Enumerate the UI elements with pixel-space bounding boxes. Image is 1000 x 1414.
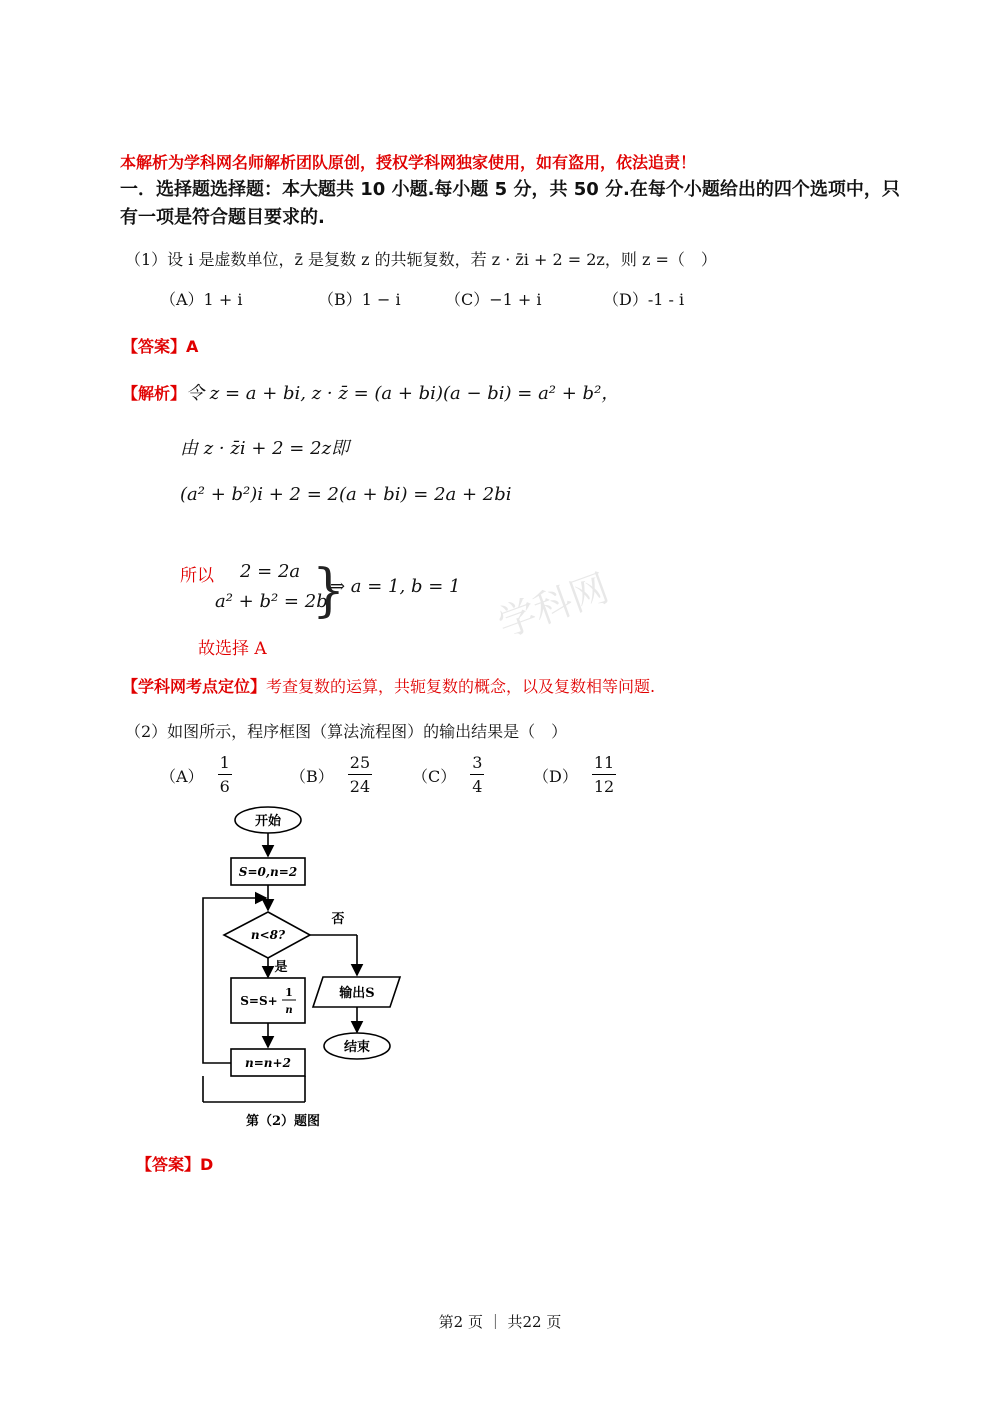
question-1-stem: （1）设 i 是虚数单位，z̄ 是复数 z 的共轭复数，若 z · z̄i + 2 = 2z，则 z =（ ） [125, 250, 717, 269]
init-label: S=0,n=2 [238, 865, 298, 879]
watermark: 学科网 [492, 565, 615, 646]
fraction-denominator: 24 [349, 777, 371, 796]
q1-analysis-line1 [122, 379, 619, 405]
q1-option-c: （C）−1 + i [445, 290, 542, 309]
start-label: 开始 [254, 814, 282, 829]
q2-option-d-fraction [592, 752, 616, 799]
page-footer: 第2 页 ｜ 共22 页 [438, 1313, 562, 1331]
q1-analysis-line2: 由 z · z̄i + 2 = 2z即 [180, 438, 350, 459]
knowledge-point-text: 考查复数的运算，共轭复数的概念，以及复数相等问题. [266, 677, 656, 696]
fraction-denominator: 12 [593, 777, 615, 796]
q2-option-a [160, 752, 232, 799]
answer-value: D [200, 1155, 214, 1174]
fraction-numerator: 25 [348, 752, 372, 775]
q2-option-b [290, 752, 372, 799]
q1-system-eq1: 2 = 2a [240, 561, 301, 582]
q2-answer [136, 1152, 213, 1175]
fraction-numerator: 1 [218, 752, 232, 775]
q2-option-c-label: （C） [412, 767, 457, 786]
q2-option-d [533, 752, 616, 799]
q1-option-a: （A）1 + i [160, 290, 243, 309]
condition-label: n<8? [250, 928, 286, 942]
q2-option-a-label: （A） [160, 767, 204, 786]
q2-option-d-label: （D） [533, 767, 578, 786]
q1-system-eq2: a² + b² = 2b [215, 591, 328, 612]
q2-option-a-fraction [218, 752, 232, 799]
q1-analysis-line3: (a² + b²)i + 2 = 2(a + bi) = 2a + 2bi [180, 484, 512, 505]
flowchart [195, 805, 425, 1135]
update-prefix: S=S+ [240, 994, 278, 1008]
answer-value: A [186, 337, 199, 356]
q1-choose-a: 故选择 A [198, 639, 267, 659]
update-denominator: n [285, 1005, 293, 1016]
update-numerator: 1 [285, 986, 293, 999]
q2-option-c-fraction [470, 752, 484, 799]
q1-system-result: ⇒ a = 1, b = 1 [330, 576, 461, 597]
copyright-notice: 本解析为学科网名师解析团队原创，授权学科网独家使用，如有盗用，依法追责！ [120, 153, 697, 172]
q1-option-b: （B）1 − i [318, 290, 401, 309]
yes-label: 是 [274, 960, 288, 975]
system-brace: } [312, 558, 346, 624]
fraction-denominator: 6 [219, 777, 230, 796]
fraction-numerator: 3 [470, 752, 484, 775]
q2-option-b-label: （B） [290, 767, 334, 786]
flowchart-caption: 第（2）题图 [245, 1114, 321, 1129]
answer-tag: 【答案】 [122, 337, 187, 356]
q1-answer [122, 334, 198, 357]
fraction-denominator: 4 [472, 777, 483, 796]
end-label: 结束 [343, 1040, 371, 1055]
analysis-tag: 【解析】 [122, 384, 187, 403]
output-label: 输出S [339, 986, 375, 1001]
question-2-stem: （2）如图所示，程序框图（算法流程图）的输出结果是（ ） [125, 722, 568, 741]
analysis-formula-1: 令 z = a + bi, z · z̄ = (a + bi)(a − bi) = a² + b²， [186, 383, 620, 404]
q1-knowledge-point [122, 674, 655, 697]
q2-option-c [412, 752, 484, 799]
knowledge-point-tag: 【学科网考点定位】 [122, 677, 267, 696]
q1-analysis-so: 所以 [180, 566, 214, 586]
section-title: 一．选择题选择题：本大题共 10 小题.每小题 5 分，共 50 分.在每个小题给出的四个选项中，只有一项是符合题目要求的. [120, 179, 900, 228]
answer-tag: 【答案】 [136, 1155, 201, 1174]
q1-option-d: （D）-1 - i [603, 290, 685, 309]
q2-option-b-fraction [348, 752, 372, 799]
fraction-numerator: 11 [592, 752, 616, 775]
no-label: 否 [331, 912, 345, 927]
increment-label: n=n+2 [245, 1056, 291, 1070]
